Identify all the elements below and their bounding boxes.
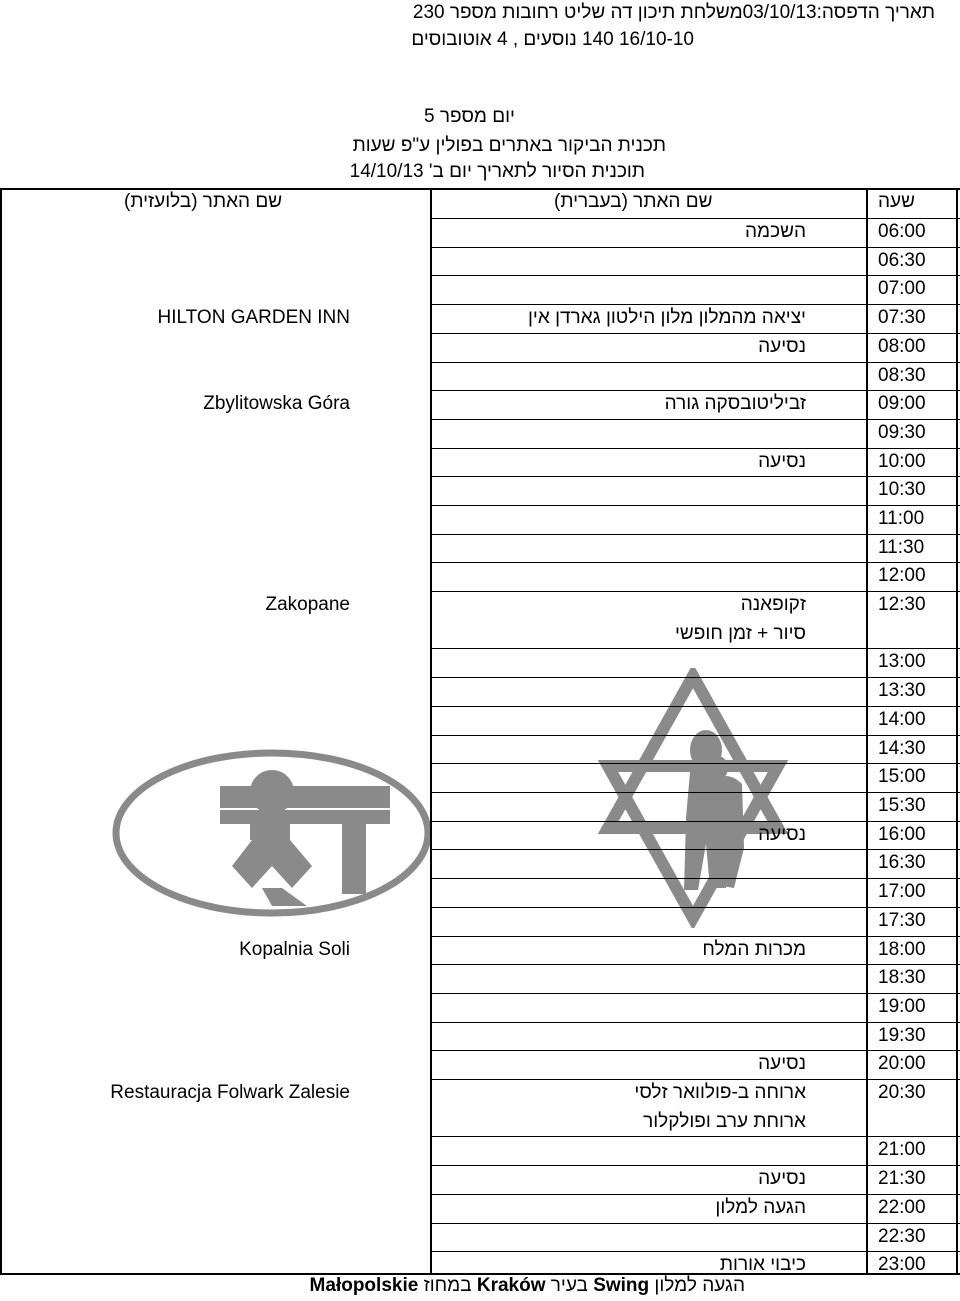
footer-region: Małopolskie (309, 1275, 419, 1296)
row-time: 21:30 (878, 1168, 926, 1189)
row-time: 12:30 (878, 594, 926, 615)
table-divider-2 (866, 188, 868, 1274)
row-site-hebrew: זביליטובסקה גורה (664, 393, 806, 414)
row-site-hebrew: נסיעה (758, 1053, 806, 1074)
row-time: 23:00 (878, 1254, 926, 1275)
column-header-time: שעה (878, 191, 915, 212)
row-time: 07:00 (878, 278, 926, 299)
schedule-table (0, 188, 960, 1274)
row-site-foreign: HILTON GARDEN INN (157, 307, 350, 328)
row-site-hebrew: מכרות המלח (702, 939, 806, 960)
row-time: 10:30 (878, 479, 926, 500)
row-time: 16:30 (878, 852, 926, 873)
plan-date: תוכנית הסיור לתאריך יום ב' 14/10/13 (349, 161, 645, 182)
row-site-hebrew-detail: סיור + זמן חופשי (675, 623, 806, 644)
table-divider-1 (430, 188, 432, 1274)
footer-note (310, 1273, 745, 1299)
row-time: 19:00 (878, 996, 926, 1017)
row-time: 22:30 (878, 1226, 926, 1247)
footer-text-3: במחוז (418, 1275, 477, 1296)
row-time: 11:00 (878, 508, 925, 529)
row-site-foreign: Kopalnia Soli (239, 939, 350, 960)
row-time: 20:30 (878, 1082, 926, 1103)
row-time: 09:00 (878, 393, 926, 414)
plan-title: תכנית הביקור באתרים בפולין ע"פ שעות (352, 135, 666, 156)
row-site-hebrew: ארוחה ב-פולוואר זלסי (634, 1082, 806, 1103)
row-site-hebrew: הגעה למלון (715, 1197, 806, 1218)
row-time: 11:30 (878, 537, 925, 558)
footer-text-1: הגעה למלון (649, 1275, 745, 1296)
row-time: 15:00 (878, 766, 926, 787)
row-site-hebrew: נסיעה (758, 336, 806, 357)
row-time: 06:30 (878, 250, 926, 271)
row-time: 19:30 (878, 1025, 926, 1046)
row-time: 08:00 (878, 336, 926, 357)
footer-hotel: Swing (593, 1275, 650, 1296)
row-site-hebrew: נסיעה (758, 1168, 806, 1189)
row-site-foreign: Zakopane (265, 594, 350, 615)
row-time: 13:00 (878, 651, 926, 672)
table-border-left (0, 188, 2, 1274)
day-number: יום מספר 5 (424, 106, 515, 127)
row-site-foreign: Restauracja Folwark Zalesie (110, 1082, 350, 1103)
delegation-info: 16/10-10 140 נוסעים , 4 אוטובוסים (411, 29, 694, 50)
row-site-hebrew: זקופאנה (740, 594, 806, 615)
row-time: 14:00 (878, 709, 926, 730)
row-site-hebrew: יציאה מהמלון מלון הילטון גארדן אין (528, 307, 806, 328)
footer-city: Kraków (476, 1275, 546, 1296)
print-header: תאריך הדפסה:03/10/13משלחת תיכון דה שליט רחובות מספר 230 (412, 2, 935, 23)
row-time: 17:30 (878, 910, 926, 931)
column-header-site-hebrew: שם האתר (בעברית) (554, 191, 713, 212)
row-time: 18:30 (878, 967, 926, 988)
row-time: 10:00 (878, 451, 926, 472)
row-site-hebrew: נסיעה (758, 451, 806, 472)
row-time: 22:00 (878, 1197, 926, 1218)
row-time: 20:00 (878, 1053, 926, 1074)
row-site-hebrew: נסיעה (758, 824, 806, 845)
row-time: 09:30 (878, 422, 926, 443)
row-site-hebrew-detail: ארוחת ערב ופולקלור (643, 1111, 806, 1132)
row-time: 08:30 (878, 365, 926, 386)
row-time: 12:00 (878, 565, 926, 586)
row-site-foreign: Zbylitowska Góra (203, 393, 350, 414)
row-time: 06:00 (878, 221, 926, 242)
row-time: 17:00 (878, 881, 926, 902)
row-site-hebrew: השכמה (745, 221, 806, 242)
row-site-hebrew: כיבוי אורות (719, 1254, 806, 1275)
row-time: 18:00 (878, 939, 926, 960)
row-time: 14:30 (878, 738, 926, 759)
table-border-right (956, 188, 958, 1274)
row-time: 16:00 (878, 824, 926, 845)
column-header-site-foreign: שם האתר (בלועזית) (124, 191, 283, 212)
row-time: 07:30 (878, 307, 926, 328)
row-time: 13:30 (878, 680, 926, 701)
row-time: 21:00 (878, 1139, 926, 1160)
row-time: 15:30 (878, 795, 926, 816)
footer-text-2: בעיר (545, 1275, 594, 1296)
